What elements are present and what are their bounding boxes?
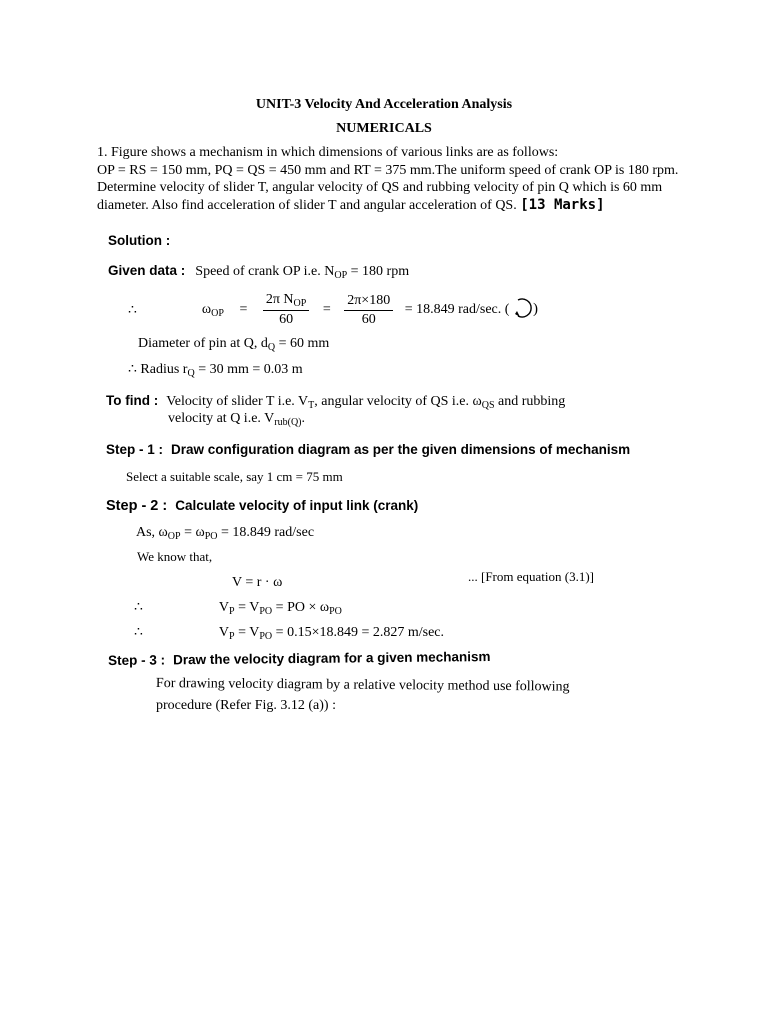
- vp-equation-1: ∴ $V_P = V_{PO}$ = PO × $\omega_{PO}$: [134, 600, 342, 617]
- step-3-heading: Step - 3 : Draw the velocity diagram for a given mechanism: [108, 648, 491, 668]
- svg-text:): ): [532, 300, 538, 317]
- omega-equation: ∴ $\omega_{OP}$ = $\frac{2\pi N_{OP}}{60}$ = $\frac{2\pi\times 180}{60}$ = 18.849 rad/sec. ( ): [128, 292, 541, 328]
- step-1-text: Select a suitable scale, say 1 cm = 75 mm: [126, 469, 343, 484]
- given-data-line: [108, 262, 409, 281]
- equation-reference: ... [From equation (3.1)]: [468, 569, 595, 584]
- step-2-heading: Step - 2 : Calculate velocity of input link (crank): [106, 498, 419, 514]
- to-find-line-2: velocity at Q i.e. $V_{rub(Q)}$.: [168, 411, 305, 428]
- therefore-symbol: ∴: [128, 302, 137, 318]
- given-data-label: Given data :: [108, 263, 186, 278]
- fraction-2pi-nop: $\frac{2\pi N_{OP}}{60}$: [263, 292, 309, 328]
- question-line: OP = RS = 150 mm, PQ = QS = 450 mm and RT = 375 mm.The uniform speed of crank OP is 180 rpm.: [97, 162, 679, 178]
- question-line: [97, 197, 687, 215]
- velocity-formula: V = r · ω: [232, 575, 283, 590]
- pin-radius: ∴ Radius $r_Q = 30$ mm = 0.03 m: [128, 362, 303, 379]
- to-find-line-1: Velocity of slider T i.e. $V_T$, angular velocity of QS i.e. $\omega_{QS}$ and rubbing: [166, 394, 566, 411]
- page-title: UNIT-3 Velocity And Acceleration Analysis: [255, 97, 513, 112]
- to-find-block: [106, 392, 565, 411]
- step-2-we-know: We know that,: [137, 549, 213, 564]
- step-3-line-2: procedure (Refer Fig. 3.12 (a)) :: [156, 698, 336, 713]
- to-find-label: To find :: [106, 393, 159, 408]
- question-line-text: diameter. Also find acceleration of slider T and angular acceleration of QS.: [97, 197, 521, 213]
- question-line: 1. Figure shows a mechanism in which dimensions of various links are as follows:: [97, 145, 559, 160]
- page-subtitle: NUMERICALS: [336, 121, 432, 136]
- given-data-text: Speed of crank OP i.e. $N_{OP} = 180$ rpm: [195, 264, 410, 281]
- omega-op: $\omega_{OP}$: [201, 301, 224, 319]
- pin-diameter: Diameter of pin at Q, $d_Q = 60$ mm: [138, 336, 330, 353]
- clockwise-rotation-icon: [513, 296, 541, 325]
- question-text: [97, 144, 687, 214]
- question-line: Determine velocity of slider T, angular velocity of QS and rubbing velocity of pin Q which is 60 mm: [97, 180, 663, 195]
- step-1-heading: Step - 1 : Draw configuration diagram as per the given dimensions of mechanism: [106, 442, 631, 457]
- fraction-2pi-180: $\frac{2\pi\times 180}{60}$: [344, 293, 393, 328]
- marks-badge: [13 Marks]: [520, 196, 605, 213]
- solution-heading: Solution :: [108, 233, 171, 248]
- step-2-omega: As, $\omega_{OP} = \omega_{PO} = 18.849$ rad/sec: [136, 525, 315, 542]
- vp-equation-2: ∴ $V_P = V_{PO} = 0.15\times 18.849 = 2.827$ m/sec.: [134, 625, 445, 642]
- step-3-line-1: For drawing velocity diagram by a relative velocity method use following: [155, 676, 570, 695]
